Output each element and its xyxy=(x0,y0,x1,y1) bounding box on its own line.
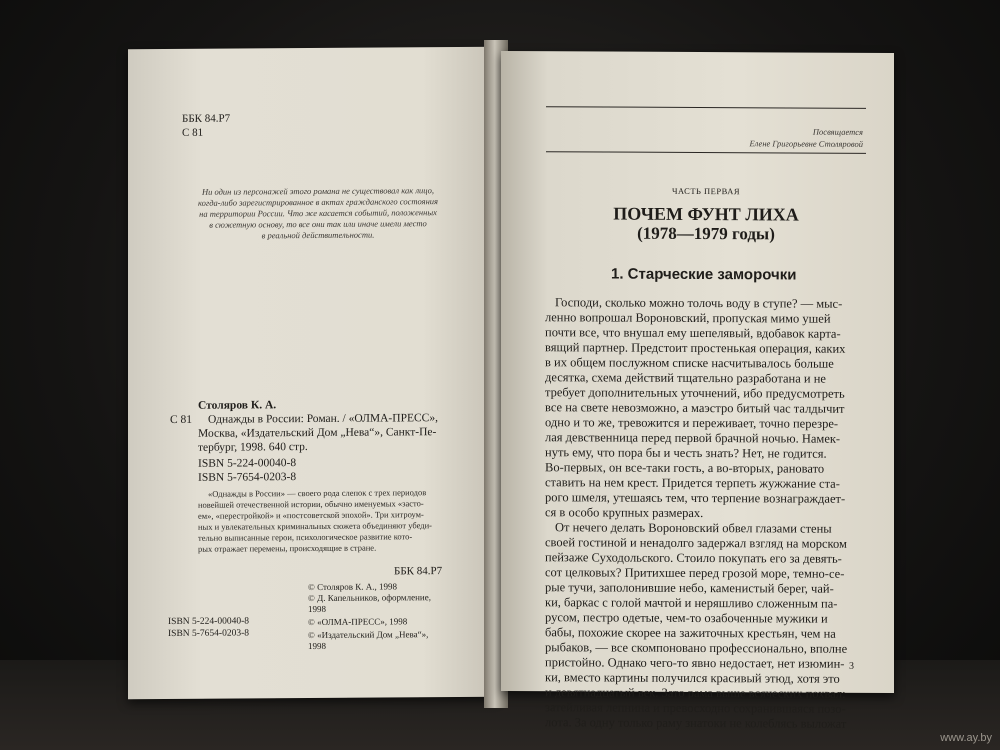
c-code: С 81 xyxy=(182,126,204,139)
author-name: Столяров К. А. xyxy=(198,399,277,412)
rule-top xyxy=(546,106,866,109)
body-line: От нечего делать Вороновский обвел глазами стены xyxy=(555,520,832,536)
copyright-line: 1998 xyxy=(308,640,326,652)
body-line: одно и то же, тревожится и переживает, точно перезре- xyxy=(545,415,839,431)
body-line: ставить на нем крест. Придется терпеть жужжание ста- xyxy=(545,475,840,491)
body-line: русом, пестро одетые, чем-то озабоченные мужики и xyxy=(545,610,828,626)
chapter-title: 1. Старческие заморочки xyxy=(611,265,797,284)
body-line: пейзаже Суходольского. Стоило покупать его за девять- xyxy=(545,550,842,566)
copyright-line: © Д. Капельников, оформление, xyxy=(308,592,431,604)
body-line: Господи, сколько можно толочь воду в ступе? — мыс- xyxy=(555,295,843,311)
bib-line: тербург, 1998. 640 стр. xyxy=(198,441,308,454)
body-line: затейливая лепнина и превосходно сохранившаяся позо- xyxy=(545,700,846,716)
left-page xyxy=(128,47,496,700)
body-line: бабы, похожие скорее на зажиточных крестьян, чем на xyxy=(545,625,836,641)
annotation-line: тельно выписанные герои, психологическое развитие кото- xyxy=(198,531,413,543)
annotation-line: рых отражает перемены, происходящие в стране. xyxy=(198,542,377,554)
disclaimer-line: в реальной действительности. xyxy=(261,229,375,241)
disclaimer-line: на территории России. Что же касается событий, положенных xyxy=(199,207,437,219)
watermark: www.ay.by xyxy=(940,732,992,744)
body-line: все на свете невозможно, а маэстро битый час талдычит xyxy=(545,400,845,416)
copyright-line: © «ОЛМА-ПРЕСС», 1998 xyxy=(308,616,408,628)
body-line: ки, баркас с голой мачтой и неряшливо сложенным па- xyxy=(545,595,838,611)
copyright-line: © «Издательский Дом „Нева“», xyxy=(308,629,429,641)
annotation-line: «Однажды в России» — своего рода слепок с трех периодов xyxy=(208,487,427,499)
body-line: лота. За одну только раму знатоки не колеблясь выложат xyxy=(545,715,847,731)
isbn: ISBN 5-224-00040-8 xyxy=(198,457,297,470)
disclaimer-line: Ни один из персонажей этого романа не существовал как лицо, xyxy=(201,185,435,197)
disclaimer-line: в сюжетную основу, то все они так или иначе имели место xyxy=(209,218,427,230)
body-line: рые тучи, заполонившие небо, каменистый берег, чай- xyxy=(545,580,834,596)
body-line: своей гостиной и ненадолго задержал взгляд на морском xyxy=(545,535,847,551)
body-line: Во-первых, он все-таки гость, а во-вторых, рановато xyxy=(545,460,825,476)
copyright-line: 1998 xyxy=(308,603,326,615)
bib-line: Однажды в России: Роман. / «ОЛМА-ПРЕСС», xyxy=(208,412,438,426)
isbn-bottom: ISBN 5-224-00040-8 xyxy=(168,616,250,628)
dedication: Посвящается xyxy=(812,126,863,137)
body-line: ленно вопрошал Вороновский, пропуская мимо ушей xyxy=(545,310,831,326)
bbk-bottom: ББК 84.Р7 xyxy=(394,565,443,578)
page-number: 3 xyxy=(849,660,854,672)
body-line: нуть ему, что пора бы и честь знать? Нет, не годится. xyxy=(545,445,827,461)
body-line: вящий партнер. Предстоит простенькая операция, каких xyxy=(545,340,846,356)
rule-bottom xyxy=(546,151,866,154)
body-line: ки, вместо картины получился красивый этюд, хотя это xyxy=(545,670,840,686)
body-line: рого шмеля, утешаясь тем, что терпение вознаграждает- xyxy=(545,490,846,506)
book-part-title: ПОЧЕМ ФУНТ ЛИХА xyxy=(613,203,799,225)
dedication: Елене Григорьевне Столяровой xyxy=(749,138,863,149)
body-line: требует дополнительных уточнений, ибо предусмотреть xyxy=(545,385,845,401)
body-line: лая девственница перед первой брачной ночью. Намек- xyxy=(545,430,841,446)
isbn-bottom: ISBN 5-7654-0203-8 xyxy=(168,628,250,640)
isbn: ISBN 5-7654-0203-8 xyxy=(198,471,297,484)
catalog-code: С 81 xyxy=(170,413,193,426)
open-book xyxy=(118,40,898,731)
book-part-years: (1978—1979 годы) xyxy=(637,223,775,244)
annotation-line: ных и увлекательных криминальных сюжета объединяют убеди- xyxy=(198,520,432,532)
disclaimer-line: когда-либо зарегистрированное в актах гражданского состояния xyxy=(197,196,439,208)
body-line: рыбаков, — все скомпоновано профессионально, вполне xyxy=(545,640,848,656)
bbk-code: ББК 84.Р7 xyxy=(182,112,231,125)
annotation-line: новейшей отечественной истории, обычно именуемых «засто- xyxy=(198,498,424,510)
annotation-line: ем», «перестройкой» и «постсоветской эпохой». Три хитроум- xyxy=(198,509,424,521)
body-line: десятка, схема действий тщательно разработана и не xyxy=(545,370,826,386)
body-line: в их общем послужном списке насчитывалось больше xyxy=(545,355,834,371)
copyright-line: © Столяров К. А., 1998 xyxy=(308,581,398,593)
body-line: и девятнадцатый век. Зато рама выше всяческих похвал: xyxy=(545,685,846,701)
right-page xyxy=(501,51,894,731)
body-line: сот целковых? Притихшее перед грозой море, темно-се- xyxy=(545,565,845,581)
body-line: почти все, что внушал ему шепелявый, вдобавок карта- xyxy=(545,325,841,341)
body-line: пристойно. Однако чего-то явно недостает, нет изюмин- xyxy=(545,655,845,671)
body-line: ся в особо крупных размерах. xyxy=(545,505,704,521)
part-label: ЧАСТЬ ПЕРВАЯ xyxy=(671,185,741,197)
bib-line: Москва, «Издательский Дом „Нева“», Санкт-Пе- xyxy=(198,426,437,440)
